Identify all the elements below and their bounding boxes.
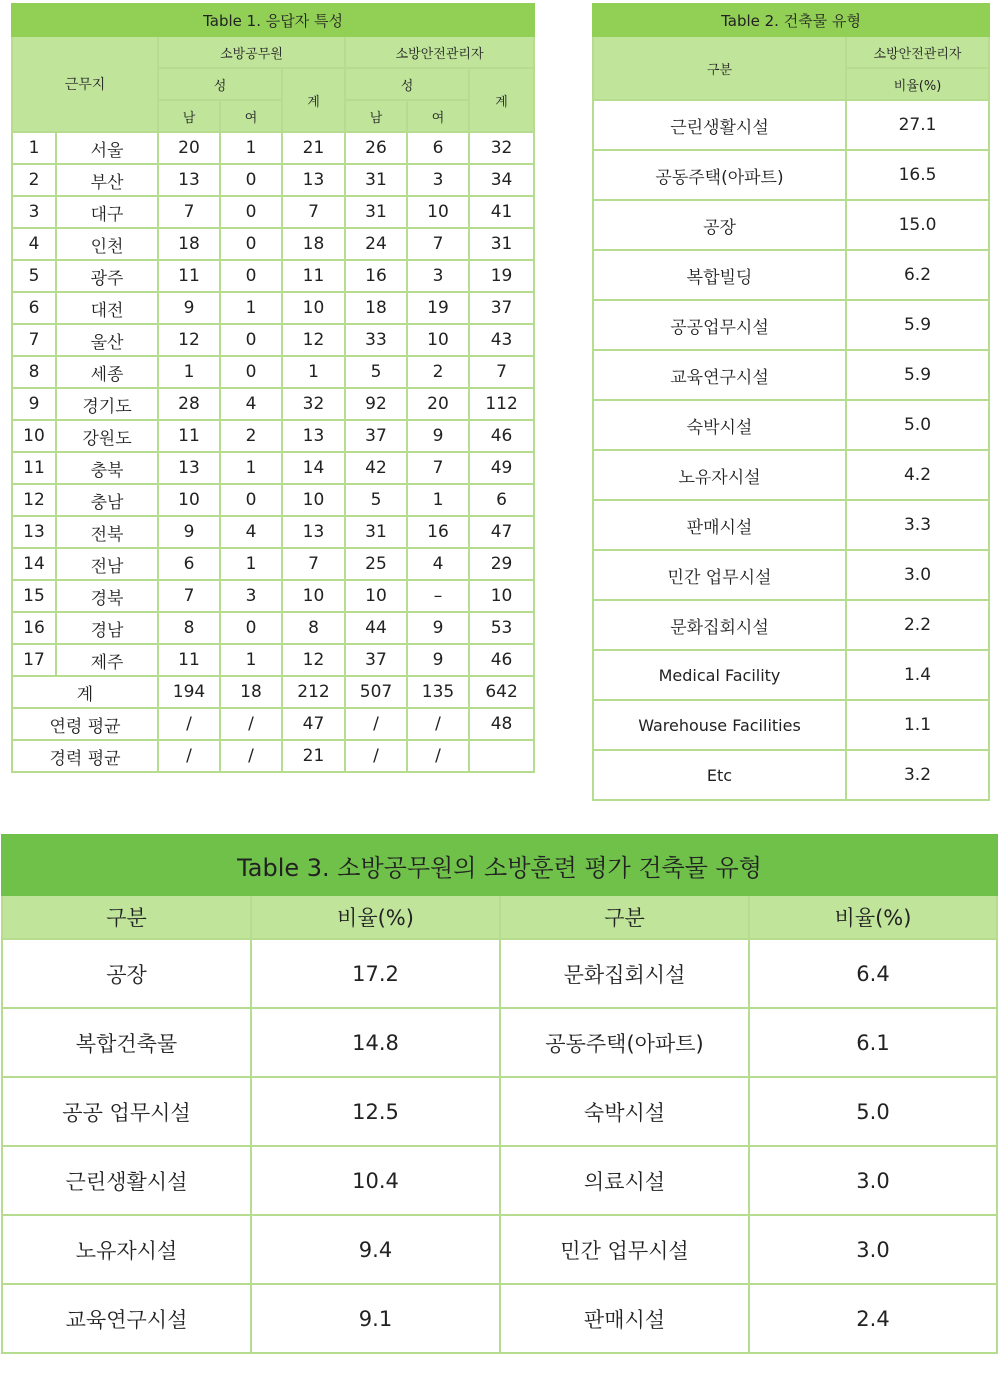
- category-header: 구분: [500, 895, 749, 939]
- value-cell: 92: [345, 388, 407, 420]
- value-cell: 12: [158, 324, 220, 356]
- ratio-header: 비율(%): [749, 895, 997, 939]
- value-cell: 0: [220, 356, 282, 388]
- value-cell: 34: [469, 164, 534, 196]
- ratio-cell: 3.0: [749, 1215, 997, 1284]
- value-cell: 1: [220, 644, 282, 676]
- row-number: 9: [12, 388, 56, 420]
- value-cell: 31: [345, 164, 407, 196]
- ratio-cell: 9.1: [251, 1284, 500, 1353]
- value-cell: 1: [158, 356, 220, 388]
- row-number: 1: [12, 132, 56, 164]
- region-cell: 광주: [56, 260, 158, 292]
- value-cell: 0: [220, 324, 282, 356]
- value-cell: 4: [407, 548, 469, 580]
- ratio-cell: 14.8: [251, 1008, 500, 1077]
- summary-row: [12, 676, 534, 708]
- table3-body: [2, 939, 997, 1353]
- region-cell: 세종: [56, 356, 158, 388]
- value-cell: 7: [158, 196, 220, 228]
- category-cell: 공장: [2, 939, 251, 1008]
- ratio-cell: 9.4: [251, 1215, 500, 1284]
- category-cell: 근린생활시설: [593, 100, 846, 150]
- value-cell: 19: [407, 292, 469, 324]
- value-cell: 9: [407, 420, 469, 452]
- value-cell: 0: [220, 612, 282, 644]
- value-cell: 9: [158, 292, 220, 324]
- value-cell: /: [345, 740, 407, 772]
- row-number: 16: [12, 612, 56, 644]
- value-cell: 5: [345, 356, 407, 388]
- value-cell: 1: [220, 292, 282, 324]
- row-number: 10: [12, 420, 56, 452]
- value-cell: –: [407, 580, 469, 612]
- value-cell: 6: [469, 484, 534, 516]
- ratio-cell: 16.5: [846, 150, 989, 200]
- table1-body: [12, 132, 534, 772]
- value-cell: 0: [220, 196, 282, 228]
- value-cell: 11: [282, 260, 345, 292]
- category-cell: 교육연구시설: [2, 1284, 251, 1353]
- table-row: [593, 200, 989, 250]
- value-cell: 4: [220, 516, 282, 548]
- value-cell: 11: [158, 420, 220, 452]
- table-row: [2, 1077, 997, 1146]
- table2-body: [593, 100, 989, 800]
- value-cell: 29: [469, 548, 534, 580]
- category-header: 구분: [2, 895, 251, 939]
- ratio-cell: 1.1: [846, 700, 989, 750]
- ratio-cell: 3.3: [846, 500, 989, 550]
- value-cell: 53: [469, 612, 534, 644]
- value-cell: 7: [407, 228, 469, 260]
- value-cell: 11: [158, 644, 220, 676]
- region-cell: 충북: [56, 452, 158, 484]
- female-header: 여: [407, 100, 469, 132]
- value-cell: 20: [158, 132, 220, 164]
- table-row: [12, 164, 534, 196]
- value-cell: /: [407, 708, 469, 740]
- region-cell: 충남: [56, 484, 158, 516]
- ratio-cell: 6.1: [749, 1008, 997, 1077]
- value-cell: 16: [345, 260, 407, 292]
- table1-caption: Table 1. 응답자 특성: [12, 4, 534, 36]
- value-cell: 10: [158, 484, 220, 516]
- value-cell: 41: [469, 196, 534, 228]
- value-cell: 1: [220, 452, 282, 484]
- ratio-header: 비율(%): [251, 895, 500, 939]
- value-cell: 37: [345, 420, 407, 452]
- table-row: [12, 516, 534, 548]
- ratio-cell: 17.2: [251, 939, 500, 1008]
- table-row: [12, 324, 534, 356]
- table-row: [12, 228, 534, 260]
- value-cell: [469, 740, 534, 772]
- total-header: 계: [282, 68, 345, 132]
- value-cell: 18: [220, 676, 282, 708]
- value-cell: 4: [220, 388, 282, 420]
- ratio-cell: 3.0: [749, 1146, 997, 1215]
- ratio-cell: 3.2: [846, 750, 989, 800]
- row-number: 13: [12, 516, 56, 548]
- category-cell: Medical Facility: [593, 650, 846, 700]
- ratio-cell: 2.2: [846, 600, 989, 650]
- region-cell: 부산: [56, 164, 158, 196]
- ratio-cell: 27.1: [846, 100, 989, 150]
- female-header: 여: [220, 100, 282, 132]
- value-cell: 18: [158, 228, 220, 260]
- value-cell: 2: [220, 420, 282, 452]
- row-number: 7: [12, 324, 56, 356]
- row-number: 15: [12, 580, 56, 612]
- value-cell: 112: [469, 388, 534, 420]
- value-cell: 19: [469, 260, 534, 292]
- value-cell: 1: [282, 356, 345, 388]
- ratio-cell: 12.5: [251, 1077, 500, 1146]
- value-cell: 7: [158, 580, 220, 612]
- value-cell: 24: [345, 228, 407, 260]
- table-row: [12, 548, 534, 580]
- value-cell: 46: [469, 420, 534, 452]
- summary-label: 연령 평균: [12, 708, 158, 740]
- category-cell: 문화집회시설: [593, 600, 846, 650]
- value-cell: 642: [469, 676, 534, 708]
- table2-caption: Table 2. 건축물 유형: [593, 4, 989, 36]
- value-cell: 13: [282, 516, 345, 548]
- value-cell: 507: [345, 676, 407, 708]
- table-row: [593, 700, 989, 750]
- value-cell: 37: [345, 644, 407, 676]
- value-cell: 6: [158, 548, 220, 580]
- value-cell: 5: [345, 484, 407, 516]
- table-row: [12, 452, 534, 484]
- category-cell: 숙박시설: [593, 400, 846, 450]
- region-cell: 인천: [56, 228, 158, 260]
- ratio-cell: 4.2: [846, 450, 989, 500]
- region-cell: 경남: [56, 612, 158, 644]
- value-cell: /: [158, 708, 220, 740]
- table-row: [12, 388, 534, 420]
- category-cell: 공동주택(아파트): [500, 1008, 749, 1077]
- table-row: [593, 450, 989, 500]
- table-row: [593, 750, 989, 800]
- value-cell: 21: [282, 132, 345, 164]
- value-cell: 46: [469, 644, 534, 676]
- table-row: [12, 580, 534, 612]
- value-cell: /: [345, 708, 407, 740]
- table-row: [12, 196, 534, 228]
- category-cell: Etc: [593, 750, 846, 800]
- safety-manager-header: 소방안전관리자: [345, 36, 534, 68]
- value-cell: 13: [158, 452, 220, 484]
- table-row: [12, 612, 534, 644]
- value-cell: 13: [282, 420, 345, 452]
- category-cell: Warehouse Facilities: [593, 700, 846, 750]
- table-row: [2, 1284, 997, 1353]
- category-header: 구분: [593, 36, 846, 100]
- ratio-cell: 5.9: [846, 350, 989, 400]
- value-cell: 10: [282, 484, 345, 516]
- value-cell: 8: [158, 612, 220, 644]
- region-cell: 경기도: [56, 388, 158, 420]
- category-cell: 노유자시설: [2, 1215, 251, 1284]
- value-cell: 10: [345, 580, 407, 612]
- value-cell: 212: [282, 676, 345, 708]
- value-cell: 13: [282, 164, 345, 196]
- value-cell: 26: [345, 132, 407, 164]
- row-number: 4: [12, 228, 56, 260]
- ratio-cell: 2.4: [749, 1284, 997, 1353]
- category-cell: 숙박시설: [500, 1077, 749, 1146]
- value-cell: 9: [158, 516, 220, 548]
- category-cell: 민간 업무시설: [500, 1215, 749, 1284]
- table-row: [593, 150, 989, 200]
- sex-header: 성: [345, 68, 469, 100]
- male-header: 남: [158, 100, 220, 132]
- ratio-cell: 5.0: [749, 1077, 997, 1146]
- category-cell: 문화집회시설: [500, 939, 749, 1008]
- category-cell: 공공업무시설: [593, 300, 846, 350]
- row-number: 3: [12, 196, 56, 228]
- table-row: [593, 650, 989, 700]
- category-cell: 의료시설: [500, 1146, 749, 1215]
- region-cell: 제주: [56, 644, 158, 676]
- table-row: [593, 400, 989, 450]
- value-cell: 1: [220, 132, 282, 164]
- row-number: 14: [12, 548, 56, 580]
- value-cell: 31: [345, 516, 407, 548]
- row-number: 17: [12, 644, 56, 676]
- category-cell: 공동주택(아파트): [593, 150, 846, 200]
- value-cell: 0: [220, 484, 282, 516]
- table-row: [12, 644, 534, 676]
- value-cell: /: [220, 708, 282, 740]
- value-cell: 3: [220, 580, 282, 612]
- summary-row: [12, 708, 534, 740]
- value-cell: 42: [345, 452, 407, 484]
- summary-label: 경력 평균: [12, 740, 158, 772]
- table-row: [2, 1008, 997, 1077]
- value-cell: 135: [407, 676, 469, 708]
- firefighter-header: 소방공무원: [158, 36, 345, 68]
- value-cell: 47: [282, 708, 345, 740]
- value-cell: 12: [282, 324, 345, 356]
- value-cell: 0: [220, 260, 282, 292]
- row-number: 6: [12, 292, 56, 324]
- table-row: [2, 1146, 997, 1215]
- value-cell: 12: [282, 644, 345, 676]
- table-row: [12, 356, 534, 388]
- table-row: [12, 260, 534, 292]
- value-cell: 43: [469, 324, 534, 356]
- value-cell: 32: [469, 132, 534, 164]
- table-row: [593, 550, 989, 600]
- table-row: [593, 300, 989, 350]
- table-row: [12, 132, 534, 164]
- value-cell: 21: [282, 740, 345, 772]
- summary-row: [12, 740, 534, 772]
- value-cell: 37: [469, 292, 534, 324]
- ratio-cell: 6.4: [749, 939, 997, 1008]
- value-cell: 8: [282, 612, 345, 644]
- table-row: [593, 600, 989, 650]
- row-number: 11: [12, 452, 56, 484]
- category-cell: 교육연구시설: [593, 350, 846, 400]
- table-row: [593, 250, 989, 300]
- value-cell: /: [158, 740, 220, 772]
- value-cell: 7: [282, 548, 345, 580]
- row-number: 2: [12, 164, 56, 196]
- region-cell: 서울: [56, 132, 158, 164]
- category-cell: 공장: [593, 200, 846, 250]
- value-cell: 16: [407, 516, 469, 548]
- table-row: [593, 500, 989, 550]
- male-header: 남: [345, 100, 407, 132]
- respondent-characteristics-table: [11, 3, 535, 773]
- value-cell: /: [407, 740, 469, 772]
- region-cell: 대전: [56, 292, 158, 324]
- value-cell: 3: [407, 164, 469, 196]
- category-cell: 근린생활시설: [2, 1146, 251, 1215]
- category-cell: 판매시설: [593, 500, 846, 550]
- value-cell: 1: [220, 548, 282, 580]
- value-cell: 3: [407, 260, 469, 292]
- table-row: [2, 939, 997, 1008]
- value-cell: 13: [158, 164, 220, 196]
- table-row: [593, 350, 989, 400]
- value-cell: /: [220, 740, 282, 772]
- training-building-type-table: [1, 834, 998, 1354]
- building-type-table: [592, 3, 990, 801]
- value-cell: 10: [282, 292, 345, 324]
- total-header: 계: [469, 68, 534, 132]
- table-row: [12, 420, 534, 452]
- category-cell: 복합빌딩: [593, 250, 846, 300]
- value-cell: 48: [469, 708, 534, 740]
- value-cell: 10: [469, 580, 534, 612]
- value-cell: 33: [345, 324, 407, 356]
- region-cell: 대구: [56, 196, 158, 228]
- value-cell: 10: [407, 324, 469, 356]
- row-number: 12: [12, 484, 56, 516]
- table-row: [593, 100, 989, 150]
- region-cell: 경북: [56, 580, 158, 612]
- region-cell: 전북: [56, 516, 158, 548]
- value-cell: 2: [407, 356, 469, 388]
- category-cell: 민간 업무시설: [593, 550, 846, 600]
- value-cell: 32: [282, 388, 345, 420]
- ratio-cell: 5.9: [846, 300, 989, 350]
- value-cell: 10: [407, 196, 469, 228]
- value-cell: 18: [345, 292, 407, 324]
- value-cell: 14: [282, 452, 345, 484]
- category-cell: 복합건축물: [2, 1008, 251, 1077]
- value-cell: 0: [220, 164, 282, 196]
- ratio-cell: 3.0: [846, 550, 989, 600]
- value-cell: 20: [407, 388, 469, 420]
- ratio-cell: 1.4: [846, 650, 989, 700]
- ratio-header: 비율(%): [846, 68, 989, 100]
- ratio-cell: 6.2: [846, 250, 989, 300]
- value-cell: 18: [282, 228, 345, 260]
- table-row: [2, 1215, 997, 1284]
- value-cell: 7: [407, 452, 469, 484]
- table-row: [12, 292, 534, 324]
- value-cell: 47: [469, 516, 534, 548]
- summary-label: 계: [12, 676, 158, 708]
- value-cell: 9: [407, 644, 469, 676]
- region-cell: 전남: [56, 548, 158, 580]
- value-cell: 0: [220, 228, 282, 260]
- value-cell: 31: [469, 228, 534, 260]
- value-cell: 6: [407, 132, 469, 164]
- workplace-header: 근무지: [12, 36, 158, 132]
- category-cell: 노유자시설: [593, 450, 846, 500]
- row-number: 8: [12, 356, 56, 388]
- value-cell: 31: [345, 196, 407, 228]
- category-cell: 판매시설: [500, 1284, 749, 1353]
- table-row: [12, 484, 534, 516]
- value-cell: 49: [469, 452, 534, 484]
- ratio-cell: 10.4: [251, 1146, 500, 1215]
- region-cell: 강원도: [56, 420, 158, 452]
- value-cell: 25: [345, 548, 407, 580]
- value-cell: 9: [407, 612, 469, 644]
- row-number: 5: [12, 260, 56, 292]
- value-cell: 7: [469, 356, 534, 388]
- value-cell: 44: [345, 612, 407, 644]
- category-cell: 공공 업무시설: [2, 1077, 251, 1146]
- value-cell: 7: [282, 196, 345, 228]
- value-cell: 11: [158, 260, 220, 292]
- safety-manager-header: 소방안전관리자: [846, 36, 989, 68]
- value-cell: 10: [282, 580, 345, 612]
- ratio-cell: 5.0: [846, 400, 989, 450]
- value-cell: 194: [158, 676, 220, 708]
- value-cell: 28: [158, 388, 220, 420]
- region-cell: 울산: [56, 324, 158, 356]
- ratio-cell: 15.0: [846, 200, 989, 250]
- sex-header: 성: [158, 68, 282, 100]
- table3-caption: Table 3. 소방공무원의 소방훈련 평가 건축물 유형: [2, 835, 997, 895]
- value-cell: 1: [407, 484, 469, 516]
